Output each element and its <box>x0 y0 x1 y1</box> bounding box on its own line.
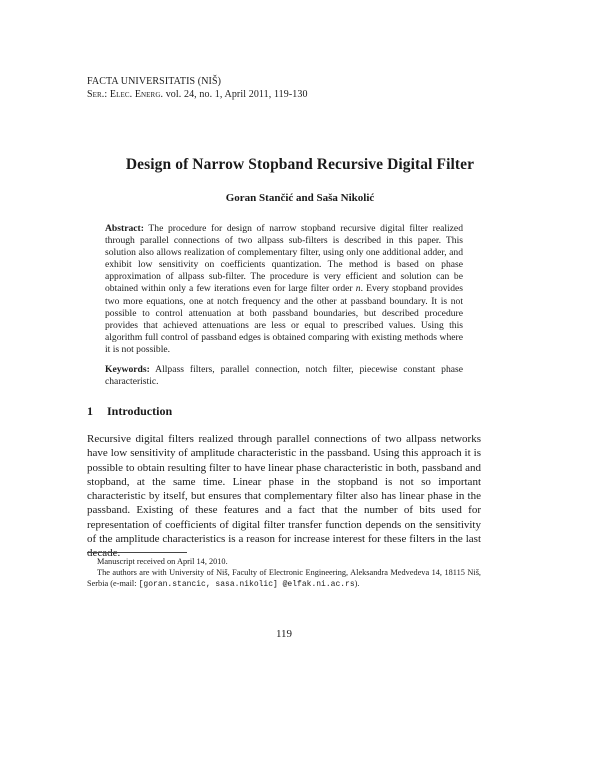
abstract <box>105 223 463 356</box>
abstract-text-part1: The procedure for design of narrow stopband recursive digital filter realized through parallel connections of two allpass sub-filters is described in this paper. This solution also allows realization of complementary filter, using only one additional adder, and exhibit low sensitivity on coefficients quantization. The method is based on phase approximation of allpass sub-filter. The procedure is very efficient and solution can be obtained within only a few iterations even for large filter order <box>105 223 463 295</box>
page-number: 119 <box>275 628 293 640</box>
journal-header <box>87 75 308 101</box>
introduction-paragraph: Recursive digital filters realized through parallel connections of two allpass networks have low sensitivity of amplitude characteristic in the passband. Using this approach it is possible to obtain resulting filter to have linear phase characteristic in both, passband and stopband, at the same time. Linear phase in the stopband is not so important characteristic by itself, but ensures that complementary filter also has linear phase in the passband. Existing of these features and a fact that the number of bits used for representation of coefficients of digital filter transfer function depends on the sensitivity of the amplitude characteristics is a reason for increase interest for these filters in the last decade. <box>87 433 481 560</box>
footnote-affiliation <box>87 567 481 590</box>
footnotes <box>87 556 481 590</box>
footnote-closing: ). <box>354 579 360 588</box>
keywords <box>105 364 463 388</box>
footnote-emails: [goran.stancic, sasa.nikolic] @elfak.ni.ac.rs <box>138 580 355 589</box>
section-heading <box>87 404 172 419</box>
abstract-variable-n: n <box>355 283 361 295</box>
paper-title: Design of Narrow Stopband Recursive Digital Filter <box>125 156 475 173</box>
journal-name: FACTA UNIVERSITATIS (NIŠ) <box>87 76 222 87</box>
section-title: Introduction <box>107 404 173 418</box>
journal-series: Ser.: Elec. Energ. <box>87 89 164 100</box>
footnote-divider <box>87 552 187 553</box>
footnote-affiliation-text: The authors are with University of Niš, Faculty of Electronic Engineering, Aleksandra Medvedeva 14, 18115 Niš, Serbia (e-mail: <box>87 568 481 588</box>
paper-authors: Goran Stančić and Saša Nikolić <box>225 192 375 204</box>
journal-issue: vol. 24, no. 1, April 2011, 119-130 <box>165 89 308 100</box>
abstract-label: Abstract: <box>105 223 144 234</box>
journal-citation <box>87 88 308 101</box>
keywords-text: Allpass filters, parallel connection, notch filter, piecewise constant phase characteristic. <box>105 364 463 388</box>
keywords-label: Keywords: <box>105 364 150 375</box>
abstract-text-part2: . Every stopband provides two more equations, one at notch frequency and the other at passband boundary. It is not possible to control attenuation at both passband boundaries, but described procedure provides that achieved attenuations are less or equal to prescribed values. Using this algorithm full control of passband edges is obtained comparing with existing methods where it is not possible. <box>105 283 463 355</box>
section-number: 1 <box>87 404 93 418</box>
footnote-received: Manuscript received on April 14, 2010. <box>97 557 228 566</box>
